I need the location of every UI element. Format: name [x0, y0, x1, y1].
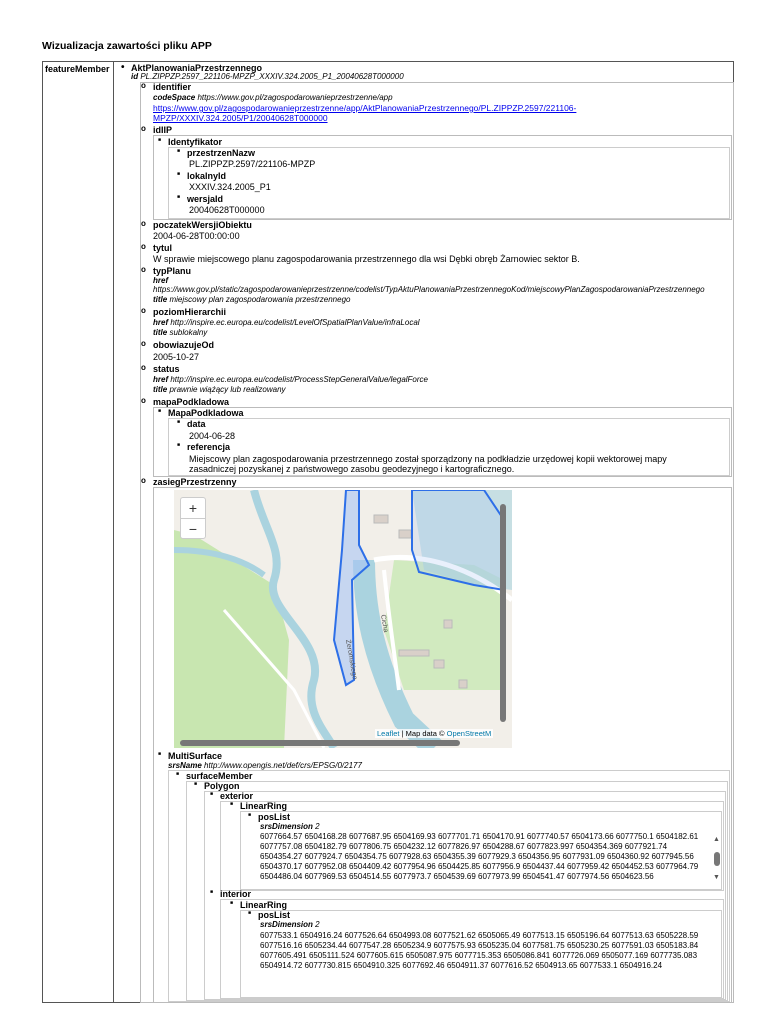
mapa-data-value: 2004-06-28: [189, 431, 236, 441]
zoom-out-button[interactable]: −: [188, 521, 198, 537]
exterior-srsdim-label: srsDimension: [260, 822, 313, 831]
poziom-label: o poziomHierarchii: [153, 307, 226, 317]
poziom-href-label: href: [153, 318, 169, 327]
interior-poslist-label: ■ posList: [258, 910, 290, 920]
poziom-title-label: title: [153, 328, 168, 337]
id-label: id: [131, 72, 139, 81]
exterior-scrollbar[interactable]: [712, 836, 722, 884]
zoom-control: [180, 497, 206, 539]
status-href: [153, 375, 428, 384]
identifier-link-1[interactable]: https://www.gov.pl/zagospodarowanieprzestrzenne/app/AktPlanowaniaPrzestrzennego/PL.ZIPPZP.2597/221106-: [153, 103, 577, 113]
surface-member-label: ■ surfaceMember: [186, 771, 253, 781]
scroll-up-icon[interactable]: ▲: [713, 836, 720, 843]
page-title: Wizualizacja zawartości pliku APP: [42, 40, 212, 52]
srsname-value: http://www.opengis.net/def/crs/EPSG/0/2177: [204, 761, 362, 770]
exterior-poslist-label: ■ posList: [258, 812, 290, 822]
mapa-data-label: ■ data: [187, 419, 206, 429]
feature-member-cell: [43, 62, 114, 1002]
przestrzen-value: PL.ZIPPZP.2597/221106-MPZP: [189, 159, 316, 169]
map-view[interactable]: [174, 490, 512, 748]
status-title-label: title: [153, 385, 168, 394]
identifier-label: o identifier: [153, 82, 191, 92]
tytul-value: W sprawie miejscowego planu zagospodarowania przestrzennego dla wsi Dębki obręb Żarnowiec sektor B.: [153, 254, 580, 264]
poczatek-label: o poczatekWersjiObiektu: [153, 220, 252, 230]
map-tiles: [174, 490, 512, 748]
srsname: [168, 761, 362, 770]
attrib-text: | Map data ©: [399, 729, 447, 738]
status-title: [153, 385, 286, 394]
interior-label: ■ interior: [220, 889, 251, 899]
building-5: [459, 680, 467, 688]
building-6: [444, 620, 452, 628]
mapa-inner-label: ■ MapaPodkladowa: [168, 408, 244, 418]
interior-srsdim-label: srsDimension: [260, 920, 313, 929]
building-2: [399, 530, 411, 538]
srsname-label: srsName: [168, 761, 202, 770]
typplanu-title: [153, 295, 350, 304]
wersja-value: 20040628T000000: [189, 205, 265, 215]
typplanu-title-value: miejscowy plan zagospodarowania przestrzennego: [169, 295, 351, 304]
poziom-href-value: http://inspire.ec.europa.eu/codelist/LevelOfSpatialPlanValue/infraLocal: [170, 318, 420, 327]
interior-srsdim: [260, 920, 320, 929]
status-href-label: href: [153, 375, 169, 384]
poziom-title-value: sublokalny: [169, 328, 208, 337]
building-4: [434, 660, 444, 668]
typplanu-title-label: title: [153, 295, 168, 304]
codespace-label: codeSpace: [153, 93, 196, 102]
exterior-srsdim-value: 2: [315, 822, 320, 831]
exterior-coordinates: 6077664.57 6504168.28 6077687.95 6504169.93 6077701.71 6504170.91 6077740.57 6504173.66 6077750.1 6504182.61 6077757.08 6504182.79 6077806.75 6504232.12 6077826.97 6504288.67 6077823.997 6504354.369 6077921.74 6504354.27 6077924.7 6504354.75 6077928.63 6504355.39 6077929.3 6504356.95 6077931.09 6504360.92 6077945.56 6504370.17 6077952.08 6504409.42 6077954.96 6504425.85 6077956.9 6504437.44 6077959.42 6504452.53 6077964.79 6504486.04 6077969.53 6504514.55 6077973.7 6504539.69 6077973.99 6504541.47 6077974.56 6504623.56: [260, 832, 699, 881]
typplanu-href-label: href: [153, 276, 169, 285]
map-horizontal-scroll-thumb[interactable]: [180, 740, 460, 746]
typplanu-label: o typPlanu: [153, 266, 191, 276]
exterior-srsdim: [260, 822, 320, 831]
interior-coordinates: 6077533.1 6504916.24 6077526.64 6504993.08 6077521.62 6505065.49 6077513.15 6505196.64 6077513.63 6505228.59 6077516.16 6505234.44 6077547.28 6505234.9 6077575.93 6505235.04 6077581.75 6505230.25 6077591.03 6505183.84 6077605.491 6505111.524 6077605.615 6505087.975 6077715.353 6505086.841 6077726.069 6505077.169 6077735.083 6504914.72 6077730.815 6504910.325 6077692.46 6504911.37 6077616.52 6504913.65 6077533.1 6504916.24: [260, 931, 699, 970]
osm-link[interactable]: OpenStreetM: [446, 729, 492, 738]
codespace: [153, 93, 393, 102]
polygon-label: ■ Polygon: [204, 781, 240, 791]
identifier-link-2[interactable]: MPZP/XXXIV.324.2005/P1/20040628T000000: [153, 113, 328, 123]
street-label-2: Cicha: [379, 614, 390, 633]
exterior-scroll-thumb[interactable]: [714, 852, 720, 866]
identyfikator-label: ■ Identyfikator: [168, 137, 222, 147]
lokalny-label: ■ lokalnyId: [187, 171, 226, 181]
leaflet-link[interactable]: Leaflet: [377, 729, 400, 738]
map-horizontal-scrollbar[interactable]: [174, 737, 494, 749]
poziom-title: [153, 328, 207, 337]
interior-srsdim-value: 2: [315, 920, 320, 929]
exterior-ring-label: ■ LinearRing: [240, 801, 287, 811]
id-value: PL.ZIPPZP.2597_221106-MPZP_XXXIV.324.2005_P1_20040628T000000: [140, 72, 404, 81]
status-href-value: http://inspire.ec.europa.eu/codelist/ProcessStepGeneralValue/legalForce: [170, 375, 428, 384]
akt-id: [131, 72, 404, 81]
mapa-ref-line-1: Miejscowy plan zagospodarowania przestrzennego został sporządzony na podkładzie urzędowej kopii wektorowej mapy: [189, 454, 667, 464]
tytul-label: o tytul: [153, 243, 172, 253]
zasieg-label: o zasiegPrzestrzenny: [153, 477, 237, 487]
obowiazuje-label: o obowiazujeOd: [153, 340, 214, 350]
typplanu-href-value: https://www.gov.pl/static/zagospodarowanieprzestrzenne/codelist/TypAktuPlanowaniaPrzestrzennegoKod/miejscowyPlanZagospodarowaniaPrzestrzennego: [153, 285, 705, 294]
exterior-label: ■ exterior: [220, 791, 253, 801]
street-label-1: Żeromskiego: [344, 639, 358, 681]
idiip-label: o idIIP: [153, 125, 172, 135]
codespace-value: https://www.gov.pl/zagospodarowanieprzestrzenne/app: [197, 93, 393, 102]
przestrzen-label: ■ przestrzenNazw: [187, 148, 255, 158]
akt-label: • AktPlanowaniaPrzestrzennego: [131, 63, 262, 73]
map-vertical-scrollbar[interactable]: [497, 492, 509, 730]
obowiazuje-value: 2005-10-27: [153, 352, 200, 362]
poczatek-value: 2004-06-28T00:00:00: [153, 231, 240, 241]
zoom-in-button[interactable]: +: [181, 498, 205, 519]
feature-member-label: featureMember: [45, 64, 110, 74]
building-1: [374, 515, 388, 523]
map-vertical-scroll-thumb[interactable]: [500, 504, 506, 722]
multisurface-label: ■ MultiSurface: [168, 751, 222, 761]
mapa-ref-label: ■ referencja: [187, 442, 230, 452]
mapa-ref-line-2: zasadniczej pozyskanej z państwowego zasobu geodezyjnego i kartograficznego.: [189, 464, 515, 474]
lokalny-value: XXXIV.324.2005_P1: [189, 182, 271, 192]
status-label: o status: [153, 364, 180, 374]
mapa-label: o mapaPodkladowa: [153, 397, 229, 407]
status-title-value: prawnie wiążący lub realizowany: [169, 385, 286, 394]
building-3: [399, 650, 429, 656]
poziom-href: [153, 318, 420, 327]
scroll-down-icon[interactable]: ▼: [713, 874, 720, 881]
wersja-label: ■ wersjaId: [187, 194, 223, 204]
interior-ring-label: ■ LinearRing: [240, 900, 287, 910]
